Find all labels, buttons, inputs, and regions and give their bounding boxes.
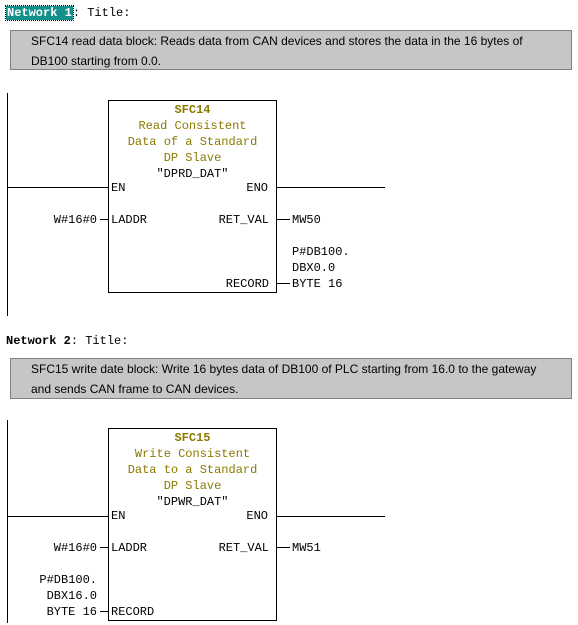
sfc15-record-value-line-3[interactable]: BYTE 16 [46, 605, 97, 619]
network-2-comment-line-2: and sends CAN frame to CAN devices. [31, 382, 239, 396]
network-2-power-rail [7, 420, 8, 623]
sfc15-laddr-value[interactable]: W#16#0 [53, 541, 97, 555]
sfc15-laddr-stub [100, 547, 108, 548]
sfc14-record-stub [276, 283, 290, 284]
network-2-title: : Title: [70, 334, 129, 348]
network-2-eno-wire [276, 516, 385, 517]
network-2-label[interactable]: Network 2 [6, 334, 71, 348]
sfc14-pin-laddr: LADDR [111, 213, 148, 227]
sfc14-symbol: "DPRD_DAT" [156, 167, 229, 181]
sfc14-pin-ret-val: RET_VAL [218, 213, 269, 227]
network-1-en-wire [7, 187, 109, 188]
sfc15-desc-line-2: Data to a Standard [127, 463, 258, 477]
sfc15-pin-ret-val: RET_VAL [218, 541, 269, 555]
sfc14-record-value-line-3[interactable]: BYTE 16 [292, 277, 343, 291]
sfc14-ret-val-value[interactable]: MW50 [292, 213, 321, 227]
network-1-comment-line-2: DB100 starting from 0.0. [31, 54, 162, 68]
sfc15-record-stub [100, 611, 108, 612]
sfc15-record-value-line-1[interactable]: P#DB100. [39, 573, 97, 587]
network-2-header[interactable] [6, 334, 128, 348]
sfc14-desc-line-2: Data of a Standard [127, 135, 258, 149]
network-1-comment[interactable] [10, 30, 572, 70]
sfc15-pin-record: RECORD [111, 605, 155, 619]
sfc15-record-value-line-2[interactable]: DBX16.0 [46, 589, 97, 603]
sfc14-pin-en: EN [111, 181, 126, 195]
sfc14-ret-val-stub [276, 219, 290, 220]
network-1-label[interactable]: Network 1 [7, 6, 72, 20]
sfc15-desc-line-3: DP Slave [163, 479, 222, 493]
sfc14-pin-record: RECORD [225, 277, 269, 291]
sfc15-block-name: SFC15 [174, 431, 211, 445]
sfc14-laddr-stub [100, 219, 108, 220]
sfc14-desc-line-1: Read Consistent [138, 119, 247, 133]
network-1-power-rail [7, 93, 8, 316]
sfc14-desc-line-3: DP Slave [163, 151, 222, 165]
sfc14-pin-eno: ENO [246, 181, 268, 195]
network-2-en-wire [7, 516, 109, 517]
sfc14-block-name: SFC14 [174, 103, 211, 117]
network-2-comment-line-1: SFC15 write date block: Write 16 bytes data of DB100 of PLC starting from 16.0 to the gateway [31, 362, 537, 376]
network-1-eno-wire [276, 187, 385, 188]
network-2-comment[interactable] [10, 358, 572, 399]
sfc14-record-value-line-1[interactable]: P#DB100. [292, 245, 350, 259]
network-1-title: : Title: [72, 6, 131, 20]
sfc14-record-value-line-2[interactable]: DBX0.0 [292, 261, 336, 275]
sfc14-laddr-value[interactable]: W#16#0 [53, 213, 97, 227]
sfc15-ret-val-stub [276, 547, 290, 548]
sfc15-ret-val-value[interactable]: MW51 [292, 541, 321, 555]
sfc15-pin-laddr: LADDR [111, 541, 148, 555]
sfc15-desc-line-1: Write Consistent [134, 447, 251, 461]
sfc15-pin-en: EN [111, 509, 126, 523]
network-1-comment-line-1: SFC14 read data block: Reads data from CAN devices and stores the data in the 16 bytes of [31, 34, 523, 48]
sfc15-symbol: "DPWR_DAT" [156, 495, 229, 509]
sfc15-pin-eno: ENO [246, 509, 268, 523]
network-1-header[interactable] [6, 6, 130, 20]
